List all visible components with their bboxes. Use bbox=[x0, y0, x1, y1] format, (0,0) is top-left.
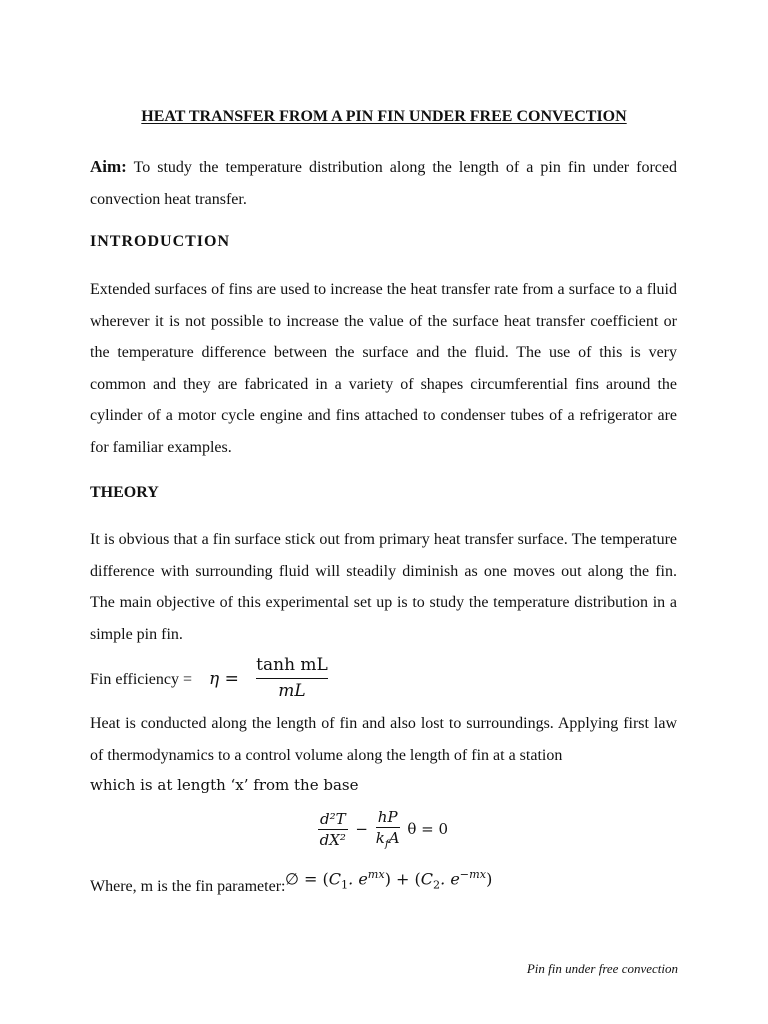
page-footer: Pin fin under free convection bbox=[526, 961, 678, 976]
c2-subscript: 2 bbox=[433, 878, 441, 892]
fin-efficiency-fraction bbox=[256, 655, 328, 701]
introduction-paragraph: Extended surfaces of fins are used to increase the heat transfer rate from a surface to a fluid wherever it is not possible to increase the value of the surface heat transfer coefficient or the temperature difference between the surface and the fluid. The use of this is very common and they are fabricated in a variety of shapes circumferential fins around the cylinder of a motor cycle engine and fins attached to condenser tubes of a refrigerator are for familiar examples. bbox=[90, 281, 677, 456]
fraction-2-den-subscript: f bbox=[384, 838, 389, 850]
solution-plus: ) + ( bbox=[384, 869, 421, 889]
c1-subscript: 1 bbox=[341, 878, 349, 892]
theory-paragraph: It is obvious that a fin surface stick out from primary heat transfer surface. The temperature difference with surrounding fluid will steadily diminish as one moves out along the fin. The main objective of this experimental set up is to study the temperature distribution in a simple pin fin. bbox=[90, 531, 677, 643]
fraction-2-denominator bbox=[376, 828, 400, 850]
minus-sign: − bbox=[355, 820, 368, 838]
equation-fraction-2 bbox=[376, 808, 400, 850]
equation-fraction-1 bbox=[318, 810, 348, 849]
heat-conduction-last-line: which is at length ‘x’ from the base bbox=[90, 776, 359, 794]
theory-heading: THEORY bbox=[90, 484, 159, 501]
aim-paragraph bbox=[90, 151, 677, 215]
constant-c2: C bbox=[420, 869, 434, 889]
constant-c1: C bbox=[328, 869, 342, 889]
eta-symbol: η = bbox=[209, 669, 239, 689]
fraction-2-den-k: k bbox=[375, 829, 385, 847]
fraction-bar bbox=[256, 678, 328, 679]
fraction-2-numerator: hP bbox=[376, 808, 400, 828]
aim-label: Aim: bbox=[90, 157, 127, 176]
fraction-denominator: mL bbox=[278, 681, 306, 701]
exponent-1: mx bbox=[367, 868, 385, 881]
solution-lhs: ∅ = ( bbox=[285, 869, 329, 889]
exponent-2: −mx bbox=[459, 868, 487, 881]
fin-differential-equation bbox=[318, 808, 451, 850]
equation-rhs: θ = 0 bbox=[407, 820, 449, 838]
page-title: HEAT TRANSFER FROM A PIN FIN UNDER FREE CONVECTION bbox=[141, 108, 627, 125]
heat-conduction-paragraph: Heat is conducted along the length of fin and also lost to surroundings. Applying first law of thermodynamics to a control volume along the length of fin at a station bbox=[90, 715, 677, 764]
aim-text: To study the temperature distribution along the length of a pin fin under forced convection heat transfer. bbox=[90, 159, 678, 208]
where-text: Where, m is the fin parameter: bbox=[90, 878, 286, 895]
exp-base-2: . e bbox=[440, 869, 460, 889]
fraction-1-numerator: d²T bbox=[320, 809, 346, 828]
fraction-numerator: tanh mL bbox=[256, 655, 328, 675]
fraction-1-denominator: dX² bbox=[319, 830, 346, 849]
introduction-heading: INTRODUCTION bbox=[90, 233, 231, 250]
fin-efficiency-label: Fin efficiency = bbox=[90, 671, 193, 688]
solution-close-paren: ) bbox=[486, 869, 493, 889]
exp-base-1: . e bbox=[348, 869, 368, 889]
fraction-2-den-a: A bbox=[388, 829, 400, 847]
